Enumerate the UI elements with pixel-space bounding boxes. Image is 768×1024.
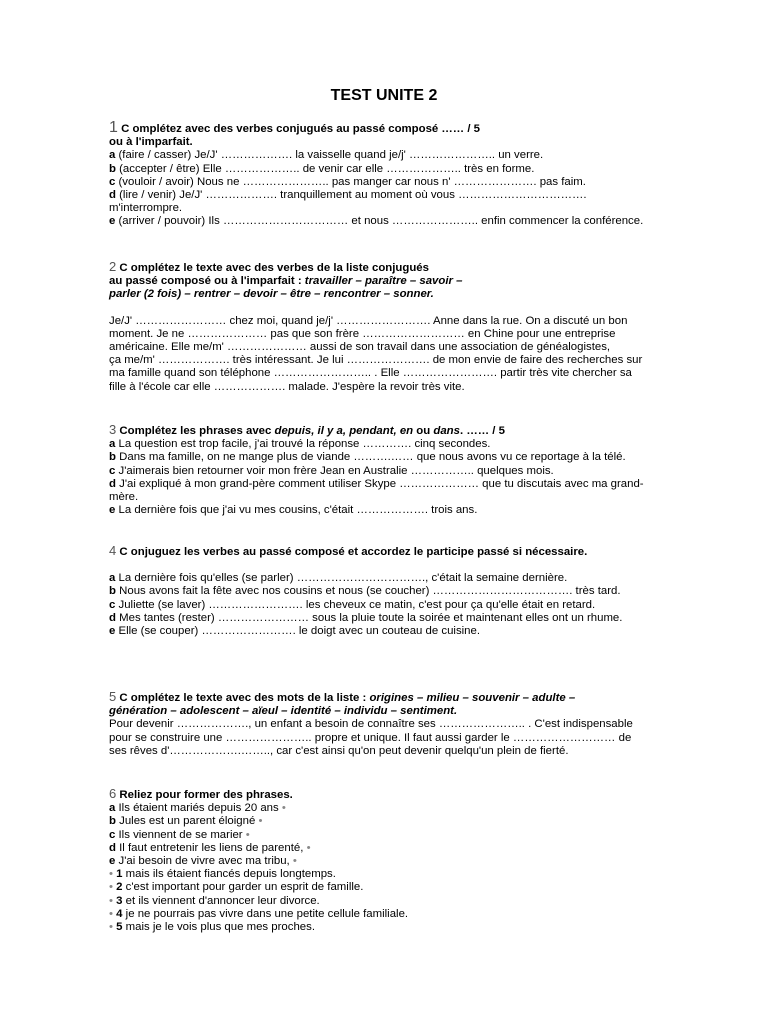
bullet-icon[interactable]: • xyxy=(109,894,113,907)
match-right-item[interactable]: • 2 c'est important pour garder un esprit de famille. xyxy=(109,881,364,894)
exercise-1-number: 1 xyxy=(109,119,118,136)
exercise-5-heading: 5 C omplétez le texte avec des mots de la liste : origines – milieu – souvenir – adulte – xyxy=(109,689,576,704)
match-left-item[interactable]: c Ils viennent de se marier • xyxy=(109,828,250,841)
bullet-icon[interactable]: • xyxy=(245,828,250,841)
list-item: d J'ai expliqué à mon grand-père comment utiliser Skype ………………… que tu discutais avec ma grand-mère. xyxy=(109,477,644,504)
bullet-icon[interactable]: • xyxy=(109,868,113,881)
exercise-3-number: 3 xyxy=(109,422,117,437)
exercise-6 xyxy=(109,787,644,934)
match-left-item[interactable]: d Il faut entretenir les liens de parenté, • xyxy=(109,841,311,854)
exercise-6-heading: 6 Reliez pour former des phrases. xyxy=(109,786,293,801)
exercise-2-heading: 2 C omplétez le texte avec des verbes de la liste conjugués xyxy=(109,259,429,274)
match-right-item[interactable]: • 5 mais je le vois plus que mes proches. xyxy=(109,921,315,934)
exercise-4-number: 4 xyxy=(109,543,117,558)
exercise-2-word-list: parler (2 fois) – rentrer – devoir – être – rencontrer – sonner. xyxy=(109,288,434,301)
list-item: e Elle (se couper) ……………………. le doigt avec un couteau de cuisine. xyxy=(109,625,481,638)
match-right-item[interactable]: • 1 mais ils étaient fiancés depuis longtemps. xyxy=(109,868,336,881)
exercise-2-text-cont: ça me/m' ………………. très intéressant. Je lui …………………. de mon envie de faire des recherches sur ma famille quand son téléphone …………………….. . Elle ……………………. partir très vite chercher sa fille à l'école car elle ………………. malade. J'espère la revoir très vite. xyxy=(109,354,643,393)
exercise-3 xyxy=(109,423,644,517)
match-right-item[interactable]: • 3 et ils viennent d'annoncer leur divorce. xyxy=(109,894,320,907)
list-item: a La question est trop facile, j'ai trouvé la réponse …………. cinq secondes. xyxy=(109,438,491,451)
list-item: a La dernière fois qu'elles (se parler) ……………………………., c'était la semaine dernière. xyxy=(109,572,568,585)
exercise-4 xyxy=(109,544,644,638)
exercise-1 xyxy=(109,121,644,229)
bullet-icon[interactable]: • xyxy=(109,881,113,894)
list-item: b Nous avons fait la fête avec nos cousins et nous (se coucher) ………………………………. très tard. xyxy=(109,585,621,598)
list-item: d (lire / venir) Je/J' ………………. tranquillement au moment où vous ……………………………. m'interrompre. xyxy=(109,189,587,215)
bullet-icon[interactable]: • xyxy=(281,802,286,815)
bullet-icon[interactable]: • xyxy=(292,855,297,868)
match-left-item[interactable]: b Jules est un parent éloigné • xyxy=(109,815,263,828)
exercise-1-heading: 1 C omplétez avec des verbes conjugués au passé composé …… / 5 xyxy=(109,119,481,136)
exercise-2 xyxy=(109,260,644,394)
list-item: b (accepter / être) Elle ……………….. de venir car elle ……………….. très en forme. xyxy=(109,162,535,175)
match-left-item[interactable]: a Ils étaient mariés depuis 20 ans • xyxy=(109,802,286,815)
page-title: TEST UNITE 2 xyxy=(330,87,438,104)
list-item: e (arriver / pouvoir) Ils …………………………… et nous ………………….. enfin commencer la conférence. xyxy=(109,215,644,228)
exercise-5-word-list: génération – adolescent – aïeul – identité – individu – sentiment. xyxy=(109,705,458,718)
exercise-1-heading-cont: ou à l'imparfait. xyxy=(109,136,193,149)
match-right-item[interactable]: • 4 je ne pourrais pas vivre dans une petite cellule familiale. xyxy=(109,907,409,920)
list-item: c J'aimerais bien retourner voir mon frère Jean en Australie …………….. quelques mois. xyxy=(109,464,554,477)
exercise-5 xyxy=(109,690,644,758)
list-item: a (faire / casser) Je/J' ………………. la vaisselle quand je/j' ………………….. un verre. xyxy=(109,149,544,162)
exercise-5-text: Pour devenir ………………., un enfant a besoin de connaître ses ………………….. . C'est indispensable pour se construire une ………………….. propre et unique. Il faut aussi garder le ……………………… de ses rêves d'……………….…….., car c'est ainsi qu'on peut devenir quelqu'un plein de fierté. xyxy=(109,718,633,757)
bullet-icon[interactable]: • xyxy=(109,921,113,934)
bullet-icon[interactable]: • xyxy=(109,907,113,920)
exercise-3-heading: 3 Complétez les phrases avec depuis, il y a, pendant, en ou dans. …… / 5 xyxy=(109,422,505,437)
exercise-2-number: 2 xyxy=(109,259,117,274)
list-item: b Dans ma famille, on ne mange plus de viande ……….…… que nous avons vu ce reportage à la télé. xyxy=(109,451,626,464)
exercise-6-number: 6 xyxy=(109,786,117,801)
list-item: c Juliette (se laver) ……………………. les cheveux ce matin, c'est pour ça qu'elle était en retard. xyxy=(109,598,596,611)
exercise-4-heading: 4 C onjuguez les verbes au passé composé et accordez le participe passé si nécessaire. xyxy=(109,543,588,558)
list-item: e La dernière fois que j'ai vu mes cousins, c'était ………………. trois ans. xyxy=(109,504,478,517)
bullet-icon[interactable]: • xyxy=(258,815,263,828)
bullet-icon[interactable]: • xyxy=(306,841,311,854)
exercise-2-heading-cont: au passé composé ou à l'imparfait : travailler – paraître – savoir – xyxy=(109,275,463,288)
list-item: c (vouloir / avoir) Nous ne ………………….. pas manger car nous n' …………………. pas faim. xyxy=(109,175,586,188)
exercise-5-number: 5 xyxy=(109,689,117,704)
match-left-item[interactable]: e J'ai besoin de vivre avec ma tribu, • xyxy=(109,855,297,868)
exercise-2-text: Je/J' …………………… chez moi, quand je/j' ……………………. Anne dans la rue. On a discuté un bon moment. Je ne ………………… pas que son frère ……………………… en Chine pour une entreprise américaine. Elle me/m' ………………… aussi de son travail dans une association de généalogistes, xyxy=(109,314,628,354)
list-item: d Mes tantes (rester) …………………… sous la pluie toute la soirée et maintenant elles ont un rhume. xyxy=(109,611,623,624)
